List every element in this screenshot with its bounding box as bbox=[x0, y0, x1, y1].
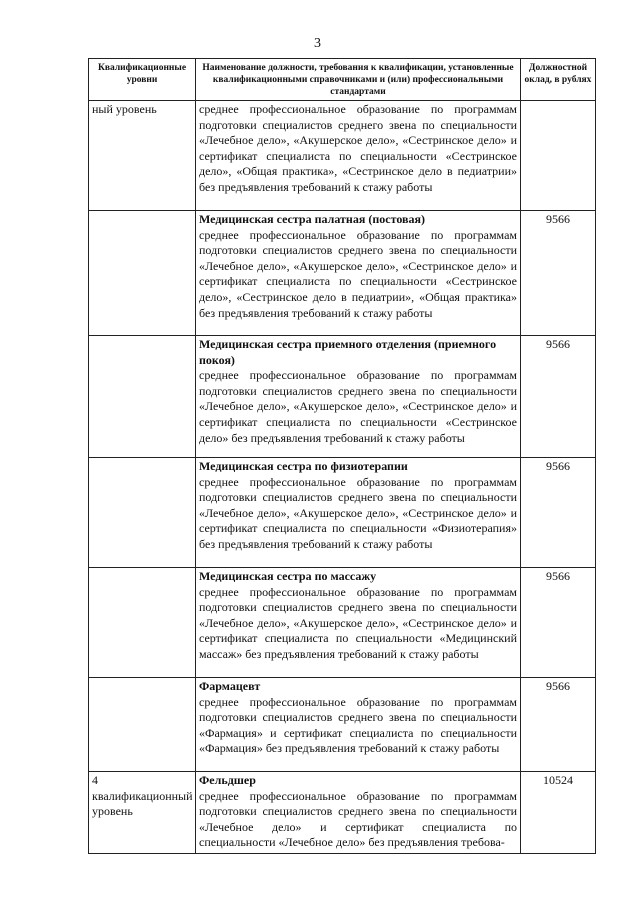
requirements-text: среднее профессиональное образование по программам подготовки специалистов среднего звена по специальности «Лечебное дело», «Акушерское дело», «Сестринское дело» и сертификат специалиста по специальности «Сестринское дело», «Сестринское дело в педиатрии», «Общая практика» без предъявления требований к стажу работы bbox=[199, 227, 517, 320]
table-row bbox=[89, 458, 596, 568]
level-cell bbox=[89, 336, 196, 458]
position-title: Медицинская сестра приемного отделения (приемного покоя) bbox=[199, 337, 497, 367]
level-cell bbox=[89, 772, 196, 854]
table-header-row bbox=[89, 59, 596, 101]
table-row bbox=[89, 568, 596, 678]
salary-cell bbox=[521, 568, 596, 678]
salary-text: 9566 bbox=[546, 569, 570, 583]
requirements-text: среднее профессиональное образование по программам подготовки специалистов среднего звена по специальности «Лечебное дело», «Акушерское дело», «Сестринское дело» и сертификат специалиста по специальности «Медицинский массаж» без предъявления требований к стажу работы bbox=[199, 584, 517, 661]
salary-text: 9566 bbox=[546, 459, 570, 473]
salary-cell bbox=[521, 772, 596, 854]
position-cell bbox=[196, 458, 521, 568]
qualification-table bbox=[88, 58, 596, 854]
table-row bbox=[89, 678, 596, 772]
position-title: Фельдшер bbox=[199, 773, 256, 787]
requirements-text: среднее профессиональное образование по программам подготовки специалистов среднего звена по специальности «Лечебное дело» и сертификат специалиста по специальности «Лечебное дело» без предъявления требова- bbox=[199, 788, 517, 850]
level-cell bbox=[89, 211, 196, 336]
table-row bbox=[89, 336, 596, 458]
level-cell bbox=[89, 678, 196, 772]
page-number: 3 bbox=[314, 36, 321, 51]
table-row bbox=[89, 101, 596, 211]
table-row bbox=[89, 772, 596, 854]
position-title: Медицинская сестра палатная (постовая) bbox=[199, 212, 425, 226]
level-text: ный уровень bbox=[92, 102, 157, 116]
salary-cell bbox=[521, 458, 596, 568]
requirements-text: среднее профессиональное образование по программам подготовки специалистов среднего звена по специальности «Фармация» и сертификат специалиста по специальности «Фармация» без предъявления требований к стажу работы bbox=[199, 694, 517, 756]
requirements-text: среднее профессиональное образование по программам подготовки специалистов среднего звена по специальности «Лечебное дело», «Акушерское дело», «Сестринское дело» и сертификат специалиста по специальности «Сестринское дело», «Общая практика», «Сестринское дело в педиатрии» без предъявления требований к стажу работы bbox=[199, 102, 517, 194]
salary-cell bbox=[521, 211, 596, 336]
salary-text: 9566 bbox=[546, 679, 570, 693]
salary-cell bbox=[521, 101, 596, 211]
position-cell bbox=[196, 101, 521, 211]
requirements-text: среднее профессиональное образование по программам подготовки специалистов среднего звена по специальности «Лечебное дело», «Акушерское дело», «Сестринское дело» и сертификат специалиста по специальности «Физиотерапия» без предъявления требований к стажу работы bbox=[199, 474, 517, 551]
position-cell bbox=[196, 678, 521, 772]
position-title: Медицинская сестра по физиотерапии bbox=[199, 459, 408, 473]
position-cell bbox=[196, 772, 521, 854]
position-title: Фармацевт bbox=[199, 679, 261, 693]
level-cell bbox=[89, 101, 196, 211]
salary-text: 9566 bbox=[546, 212, 570, 226]
position-title: Медицинская сестра по массажу bbox=[199, 569, 377, 583]
position-cell bbox=[196, 211, 521, 336]
salary-cell bbox=[521, 678, 596, 772]
level-cell bbox=[89, 568, 196, 678]
table-row bbox=[89, 211, 596, 336]
position-cell bbox=[196, 568, 521, 678]
level-text: 4 квалификационный уровень bbox=[92, 773, 193, 819]
salary-cell bbox=[521, 336, 596, 458]
position-cell bbox=[196, 336, 521, 458]
header-qualification-levels: Квалификационные уровни bbox=[89, 59, 196, 101]
salary-text: 9566 bbox=[546, 337, 570, 351]
salary-text: 10524 bbox=[543, 773, 573, 787]
level-cell bbox=[89, 458, 196, 568]
header-salary: Должностной оклад, в рублях bbox=[521, 59, 596, 101]
header-position-requirements: Наименование должности, требования к квалификации, установленные квалификационными справочниками и (или) профессиональными стандартами bbox=[196, 59, 521, 101]
requirements-text: среднее профессиональное образование по программам подготовки специалистов среднего звена по специальности «Лечебное дело», «Акушерское дело», «Сестринское дело» и сертификат специалиста по специальности «Сестринское дело» без предъявления требований к стажу работы bbox=[199, 368, 517, 445]
